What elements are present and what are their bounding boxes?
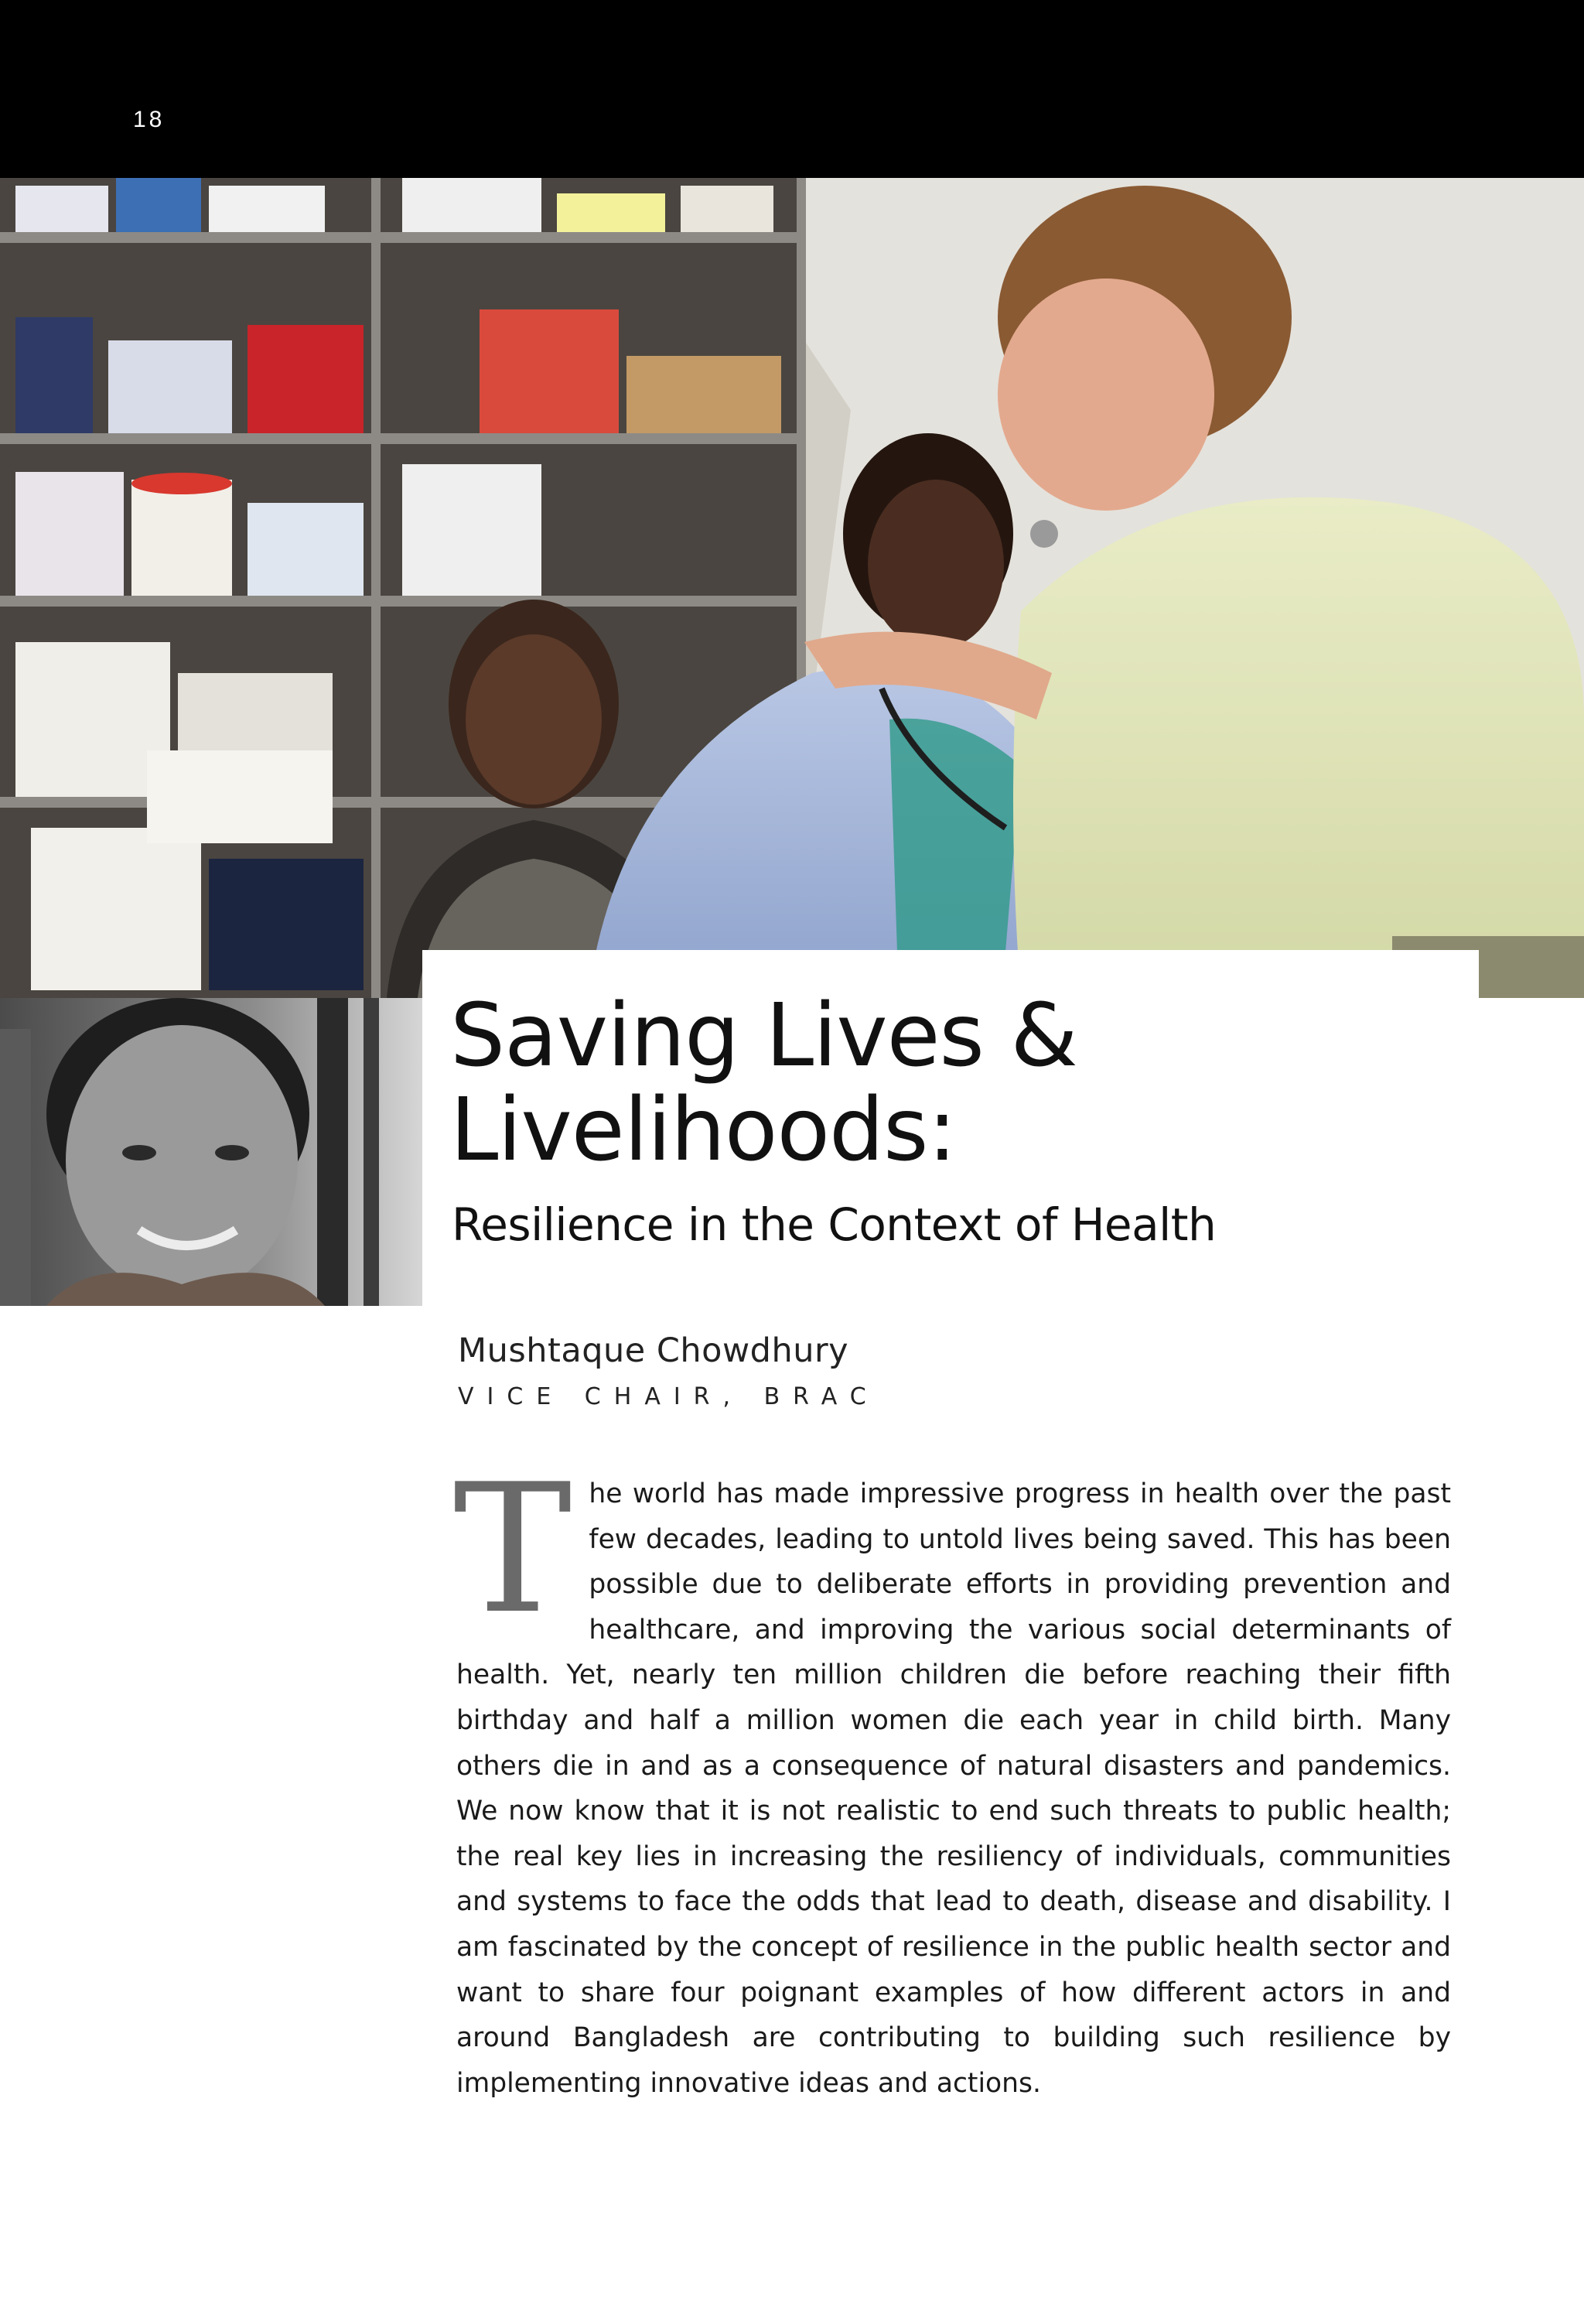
- drop-cap: T: [453, 1447, 572, 1653]
- article-body: [453, 1447, 1451, 2106]
- hero-photo: [0, 178, 1584, 998]
- page-number: 18: [133, 107, 166, 132]
- author-portrait: [0, 998, 422, 1306]
- article-title: [450, 986, 1456, 1181]
- article-subtitle: Resilience in the Context of Health: [452, 1198, 1217, 1251]
- article-body-text: he world has made impressive progress in health over the past few decades, leading to untold lives being saved. This has been possible due to deliberate efforts in providing prevention and healthcare, and improving the various social determinants of health. Yet, nearly ten million children die before reaching their fifth birthday and half a million women die each year in child birth. Many others die in and as a consequence of natural disasters and pandemics. We now know that it is not realistic to end such threats to public health; the real key lies in increasing the resiliency of individuals, communities and systems to face the odds that lead to death, disease and disability. I am fascinated by the concept of resilience in the public health sector and want to share four poignant examples of how different actors in and around Bangladesh are contributing to building such resilience by implementing innovative ideas and actions.: [456, 1478, 1451, 2099]
- author-name: Mushtaque Chowdhury: [458, 1331, 849, 1370]
- top-black-band: [0, 0, 1584, 178]
- author-role: VICE CHAIR, BRAC: [458, 1383, 879, 1410]
- title-line-1: Saving Lives &: [450, 986, 1077, 1086]
- title-line-2: Livelihoods:: [450, 1080, 957, 1181]
